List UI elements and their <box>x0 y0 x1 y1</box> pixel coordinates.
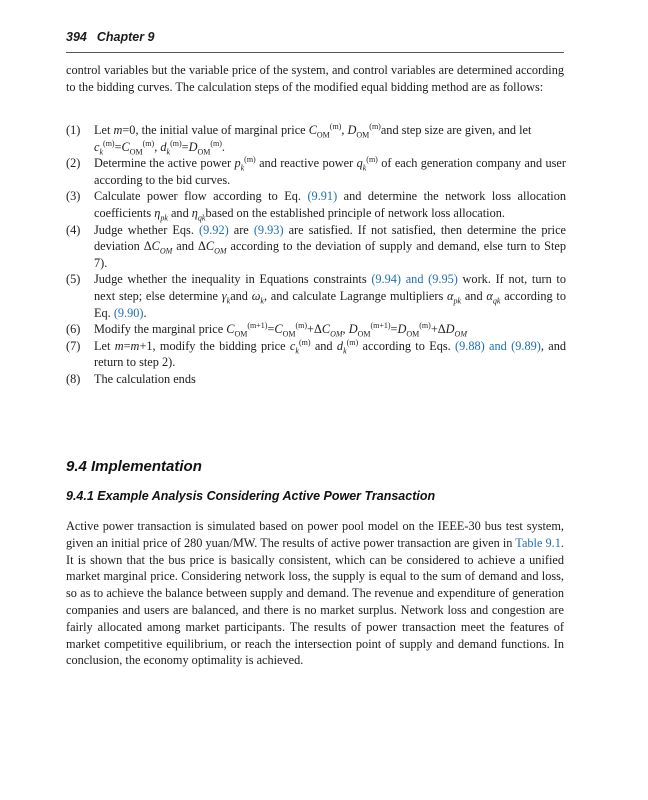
equation-link[interactable]: (9.94) and (9.95) <box>371 272 458 287</box>
step-3 <box>66 188 566 221</box>
page-number: 394 <box>66 30 87 44</box>
equation-link[interactable]: (9.90) <box>113 305 144 320</box>
step-number: (1) <box>66 123 81 137</box>
equation-link[interactable]: (9.91) <box>307 189 338 204</box>
body-paragraph: Active power transaction is simulated based on power pool model on the IEEE-30 bus test system, given an initial price of 280 yuan/MW. The results of active power transaction are given in Table 9.1. It is shown that the bus price is basically consistent, which can be considered to achieve a unified market marginal price. Considering network loss, the supply is equal to the sum of demand and loss, so as to achieve the balance between supply and demand. The revenue and expenditure of generation companies and users are balanced, and there is no market surplus. Network loss and congestion are fairly allocated among market participants. The results of power transaction meet the features of market competitive equilibrium, or reach the intersection point of supply and demand functions. In conclusion, the economy optimality is achieved. <box>66 519 564 668</box>
step-7 <box>66 338 566 371</box>
steps-list <box>66 122 566 388</box>
step-8 <box>66 371 566 388</box>
step-text: Let m=0, the initial value of marginal price $C_{OM}^{(m)}$, $D_{OM}^{(m)}and$ step size are given, and let $c_k^{(m)}=C_{OM}^{(m)}$, $d_k^{(m)}=D_{OM}^{(m)}$. <box>94 121 532 157</box>
step-6 <box>66 321 566 338</box>
step-number: (2) <box>66 156 81 171</box>
step-text: The calculation ends <box>94 371 196 386</box>
step-number: (8) <box>66 371 81 386</box>
equation-link[interactable]: (9.88) and (9.89) <box>455 338 541 353</box>
step-number: (5) <box>66 272 81 287</box>
step-text: Determine the active power $p_k^{(m)}$ and reactive power $q_k^{(m)}$ of each generation company and user according to the bid curves. <box>94 155 566 187</box>
step-number: (7) <box>66 338 81 353</box>
step-2 <box>66 155 566 188</box>
equation-link[interactable]: (9.92) <box>198 222 229 237</box>
step-text: Judge whether the inequality in Equations constraints (9.94) and (9.95) work. If not, turn to next step; else determine $\gamma_kand$ $\omega_k$, and calculate Lagrange multipliers $\alpha_{pk}$ and $\alpha_{qk}$ according to Eq. (9.90). <box>94 272 567 320</box>
step-text: Modify the marginal price $C_{OM}^{(m+1)}=C_{OM}^{(m)}+\Delta C_{OM}$, $D_{OM}^{(m+1)}=D_{OM}^{(m)}+\Delta D_{OM}$ <box>94 321 467 339</box>
step-1 <box>66 122 566 155</box>
step-4 <box>66 222 566 272</box>
step-number: (3) <box>66 189 81 204</box>
chapter-label: Chapter 9 <box>96 30 155 44</box>
intro-paragraph: control variables but the variable price of the system, and control variables are determined according to the bidding curves. The calculation steps of the modified equal bidding method are as follows: <box>66 63 564 94</box>
table-link[interactable]: Table 9.1 <box>515 535 561 550</box>
subsection-heading: 9.4.1 Example Analysis Considering Active Power Transaction <box>66 489 436 503</box>
running-header <box>66 30 564 53</box>
step-number: (6) <box>66 322 81 337</box>
step-text: Calculate power flow according to Eq. (9.91) and determine the network loss allocation coefficients $\eta_{pk}$ and $\eta_{qk}based$ on the established principle of network loss allocation. <box>94 189 566 223</box>
equation-link[interactable]: (9.93) <box>253 222 284 237</box>
step-number: (4) <box>66 222 81 237</box>
step-text: Let m=m+1, modify the bidding price $c_k^{(m)}$ and $d_k^{(m)}$ according to Eqs. (9.88) and (9.89), and return to step 2). <box>94 337 566 370</box>
section-heading: 9.4 Implementation <box>66 458 202 475</box>
step-5 <box>66 271 566 321</box>
step-text: Judge whether Eqs. (9.92) are (9.93) are satisfied. If not satisfied, then determine the price deviation $\Delta C_{OM}$ and $\Delta C_{OM}$ according to the deviation of supply and demand, else turn to Step 7). <box>94 222 566 270</box>
